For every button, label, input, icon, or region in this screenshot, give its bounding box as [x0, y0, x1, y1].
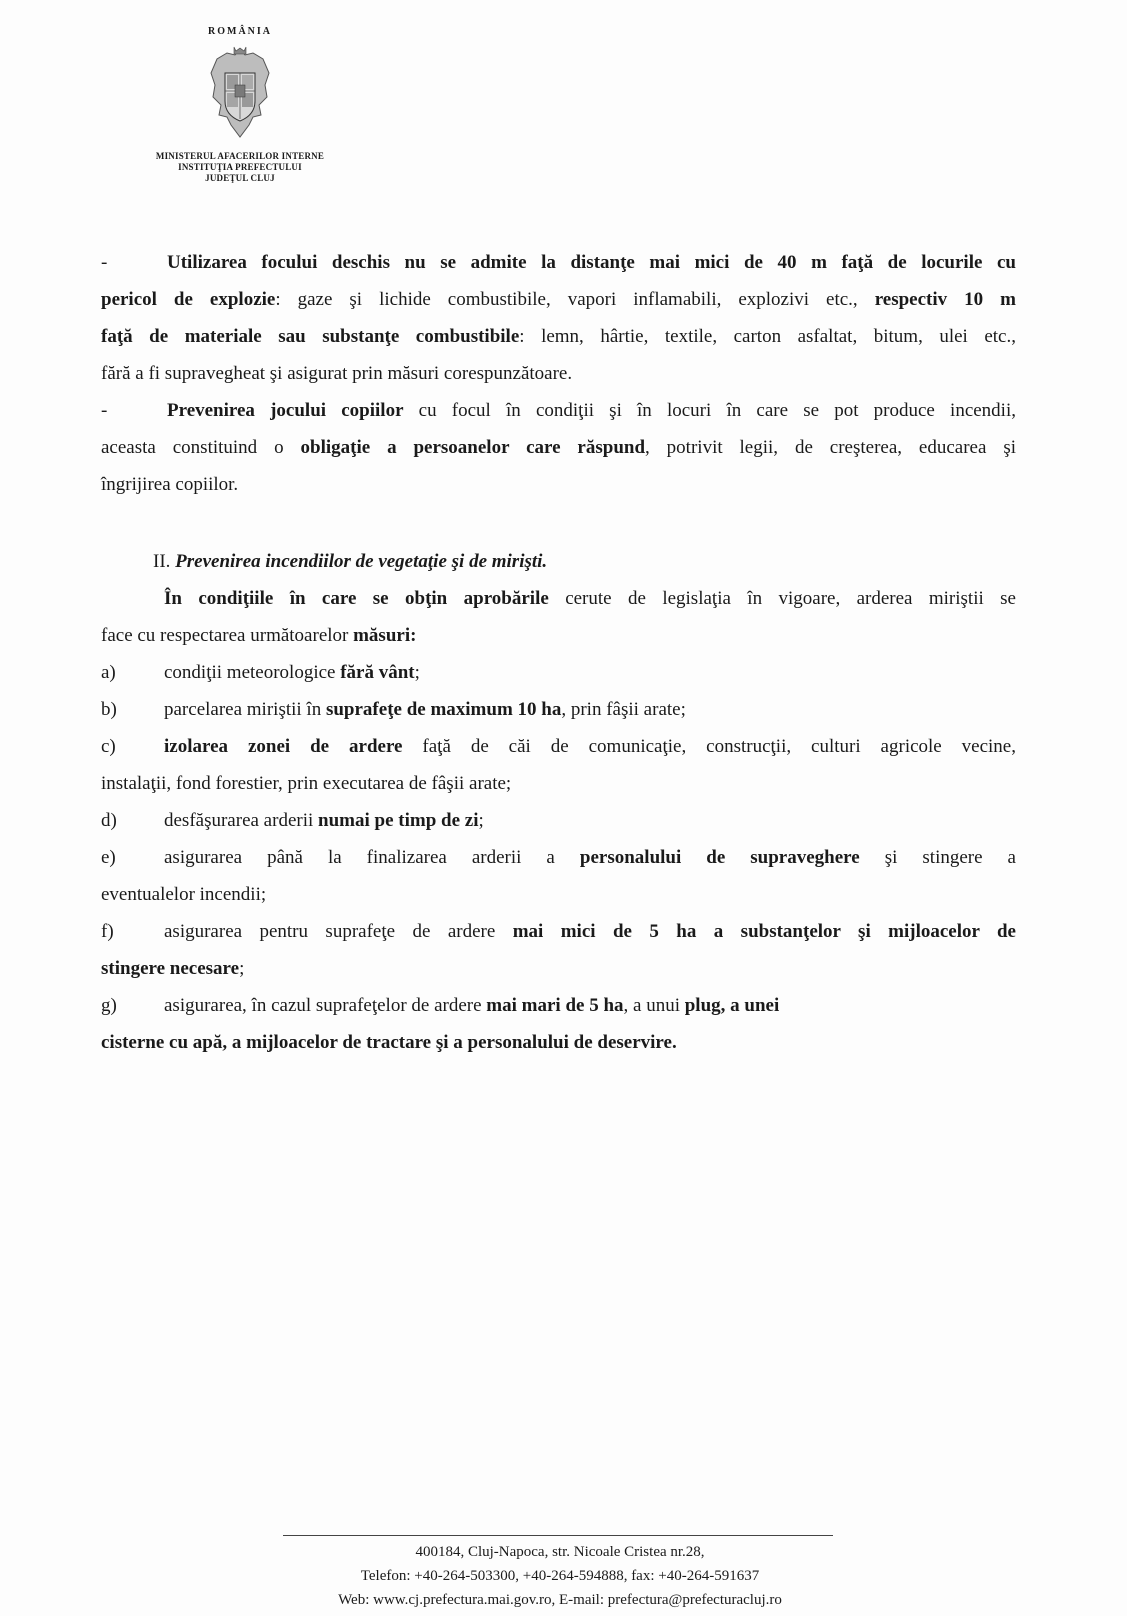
measure-item-e-line-2 — [101, 876, 1016, 913]
footer-address: 400184, Cluj-Napoca, str. Nicoale Cristea nr.28, — [415, 1544, 705, 1560]
text: , potrivit legii, de creşterea, educarea şi — [645, 437, 1017, 458]
footer-phone: Telefon: +40-264-503300, +40-264-594888, fax: +40-264-591637 — [360, 1568, 760, 1584]
bold-text: plug, a unei — [684, 995, 780, 1016]
bold-text: faţă de materiale sau substanţe combustibile — [101, 326, 520, 347]
item-marker: c) — [101, 736, 116, 757]
bold-text: mai mici de 5 ha a substanţelor şi mijloacelor de — [512, 921, 1016, 942]
item-marker: a) — [101, 662, 116, 683]
bold-text: pericol de explozie — [101, 289, 276, 310]
text: cerute de legislaţia în vigoare, arderea miriştii se — [548, 588, 1016, 609]
paragraph-children-line-3 — [101, 466, 1016, 503]
text: îngrijirea copiilor. — [101, 474, 239, 495]
paragraph-spacer — [101, 503, 1016, 543]
document-header — [120, 26, 360, 184]
bold-text: personalului de supraveghere — [579, 847, 860, 868]
bold-text: măsuri: — [353, 625, 417, 646]
intro-line-2 — [101, 617, 1016, 654]
section-title — [101, 543, 1016, 580]
bold-text: În condiţiile în care se obţin aprobările — [164, 588, 549, 609]
paragraph-open-fire-line-2 — [101, 281, 1016, 318]
text: desfăşurarea arderii — [164, 810, 319, 831]
institution-line-county: JUDEŢUL CLUJ — [205, 173, 275, 183]
paragraph-open-fire-line-3 — [101, 318, 1016, 355]
text: : lemn, hârtie, textile, carton asfaltat, bitum, ulei etc., — [519, 326, 1016, 347]
measure-item-f-line-1 — [101, 913, 1016, 950]
paragraph-children-line-1 — [101, 392, 1016, 429]
bold-text: mai mari de 5 ha — [486, 995, 624, 1016]
text: şi stingere a — [859, 847, 1016, 868]
measure-item-g-line-1 — [101, 987, 1016, 1024]
measure-item-f-line-2 — [101, 950, 1016, 987]
institution-line-prefecture: INSTITUŢIA PREFECTULUI — [178, 162, 302, 172]
text: ; — [414, 662, 420, 683]
measure-item-c-line-2 — [101, 765, 1016, 802]
text: : gaze şi lichide combustibile, vapori inflamabili, explozivi etc., — [275, 289, 875, 310]
bold-text: numai pe timp de zi — [318, 810, 479, 831]
bold-text: stingere necesare — [101, 958, 240, 979]
text: asigurarea pentru suprafeţe de ardere — [164, 921, 513, 942]
document-footer — [240, 1540, 880, 1612]
item-marker: e) — [101, 847, 116, 868]
footer-web-email: Web: www.cj.prefectura.mai.gov.ro, E-mail: prefectura@prefecturacluj.ro — [338, 1592, 782, 1608]
item-marker: b) — [101, 699, 117, 720]
institution-line-ministry: MINISTERUL AFACERILOR INTERNE — [155, 151, 325, 161]
intro-line-1 — [101, 580, 1016, 617]
paragraph-open-fire-line-1 — [101, 244, 1016, 281]
text: ; — [478, 810, 484, 831]
bold-text: Utilizarea focului deschis nu se admite la distanţe mai mici de 40 m faţă de locurile cu — [167, 252, 1016, 273]
romania-coat-of-arms-icon — [205, 45, 275, 145]
text: asigurarea până la finalizarea arderii a — [164, 847, 580, 868]
item-marker: g) — [101, 995, 117, 1016]
measure-item-a — [101, 654, 1016, 691]
list-dash: - — [101, 252, 108, 273]
text: faţă de căi de comunicaţie, construcţii, culturi agricole vecine, — [402, 736, 1016, 757]
measure-item-d — [101, 802, 1016, 839]
text: face cu respectarea următoarelor — [101, 625, 354, 646]
section-number: II. — [153, 551, 176, 572]
text: asigurarea, în cazul suprafeţelor de ardere — [164, 995, 487, 1016]
section-heading-text: Prevenirea incendiilor de vegetaţie şi de mirişti. — [175, 551, 548, 572]
paragraph-open-fire-line-4 — [101, 355, 1016, 392]
text: cu focul în condiţii şi în locuri în care se pot produce incendii, — [403, 400, 1016, 421]
country-name: ROMÂNIA — [208, 26, 272, 37]
item-marker: f) — [101, 921, 114, 942]
measure-item-c-line-1 — [101, 728, 1016, 765]
text: , a unui — [623, 995, 685, 1016]
measure-item-g-line-2 — [101, 1024, 1016, 1061]
bold-text: fără vânt — [340, 662, 415, 683]
text: eventualelor incendii; — [101, 884, 267, 905]
text: aceasta constituind o — [101, 437, 301, 458]
text: condiţii meteorologice — [164, 662, 341, 683]
text: parcelarea miriştii în — [164, 699, 326, 720]
measure-item-e-line-1 — [101, 839, 1016, 876]
bold-text: izolarea zonei de ardere — [164, 736, 403, 757]
list-dash: - — [101, 400, 108, 421]
bold-text: obligaţie a persoanelor care răspund — [300, 437, 646, 458]
footer-divider — [283, 1535, 833, 1536]
text: instalaţii, fond forestier, prin executarea de fâşii arate; — [101, 773, 512, 794]
text: fără a fi supravegheat şi asigurat prin măsuri corespunzătoare. — [101, 363, 573, 384]
paragraph-children-line-2 — [101, 429, 1016, 466]
text: , prin fâşii arate; — [561, 699, 686, 720]
bold-text: respectiv 10 m — [874, 289, 1016, 310]
bold-text: Prevenirea jocului copiilor — [167, 400, 404, 421]
item-marker: d) — [101, 810, 117, 831]
bold-text: suprafeţe de maximum 10 ha — [325, 699, 562, 720]
document-body — [101, 244, 1016, 1061]
text: ; — [239, 958, 245, 979]
measure-item-b — [101, 691, 1016, 728]
bold-text: cisterne cu apă, a mijloacelor de tractare şi a personalului de deservire. — [101, 1032, 677, 1053]
